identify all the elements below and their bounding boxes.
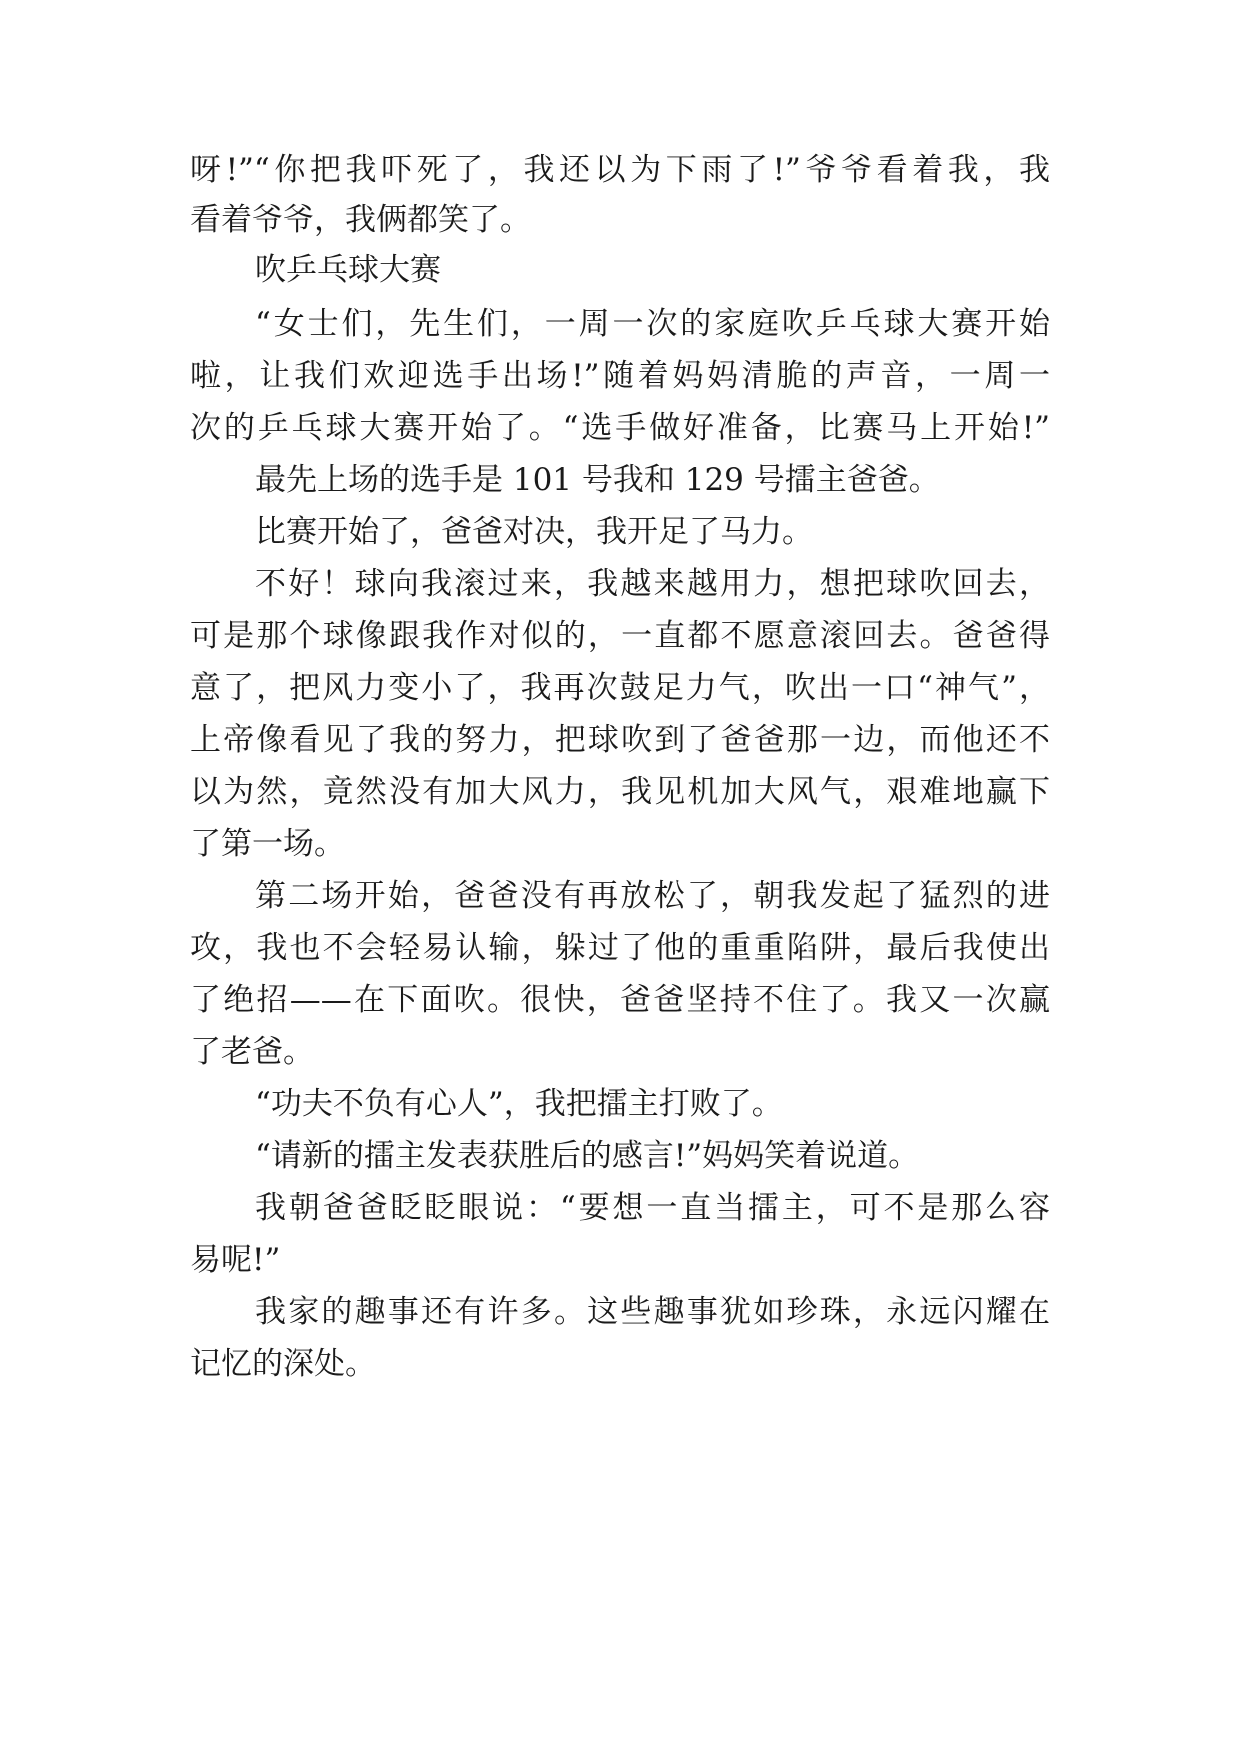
text-line: 上帝像看见了我的努力，把球吹到了爸爸那一边，而他还不 [190, 722, 1050, 758]
text-line: 不好！球向我滚过来，我越来越用力，想把球吹回去， [255, 566, 1050, 602]
text-line: “功夫不负有心人”，我把擂主打败了。 [255, 1086, 783, 1122]
text-line: 我家的趣事还有许多。这些趣事犹如珍珠，永远闪耀在 [255, 1294, 1050, 1330]
section-heading: 吹乒乓球大赛 [255, 252, 441, 288]
text-line: 呀!”“你把我吓死了，我还以为下雨了!”爷爷看着我，我 [190, 152, 1050, 188]
text-line: 易呢!” [190, 1242, 281, 1278]
text-line: 次的乒乓球大赛开始了。“选手做好准备，比赛马上开始!” [190, 410, 1050, 446]
text-line: 比赛开始了，爸爸对决，我开足了马力。 [255, 514, 813, 550]
text-line: 攻，我也不会轻易认输，躲过了他的重重陷阱，最后我使出 [190, 930, 1050, 966]
text-line: 我朝爸爸眨眨眼说：“要想一直当擂主，可不是那么容 [255, 1190, 1050, 1226]
text-line: 记忆的深处。 [190, 1346, 376, 1382]
text-line: 了第一场。 [190, 826, 345, 862]
text-line: “请新的擂主发表获胜后的感言!”妈妈笑着说道。 [255, 1138, 920, 1174]
text-line: 了绝招——在下面吹。很快，爸爸坚持不住了。我又一次赢 [190, 982, 1050, 1018]
text-line: 可是那个球像跟我作对似的，一直都不愿意滚回去。爸爸得 [190, 618, 1050, 654]
text-line: 以为然，竟然没有加大风力，我见机加大风气，艰难地赢下 [190, 774, 1050, 810]
text-line: 第二场开始，爸爸没有再放松了，朝我发起了猛烈的进 [255, 878, 1050, 914]
text-line: 最先上场的选手是 101 号我和 129 号擂主爸爸。 [255, 462, 940, 498]
text-line: 了老爸。 [190, 1034, 314, 1070]
text-line: 啦，让我们欢迎选手出场!”随着妈妈清脆的声音，一周一 [190, 358, 1050, 394]
text-line: “女士们，先生们，一周一次的家庭吹乒乓球大赛开始 [255, 306, 1050, 342]
text-line: 看着爷爷，我俩都笑了。 [190, 202, 531, 238]
text-line: 意了，把风力变小了，我再次鼓足力气，吹出一口“神气”， [190, 670, 1050, 706]
